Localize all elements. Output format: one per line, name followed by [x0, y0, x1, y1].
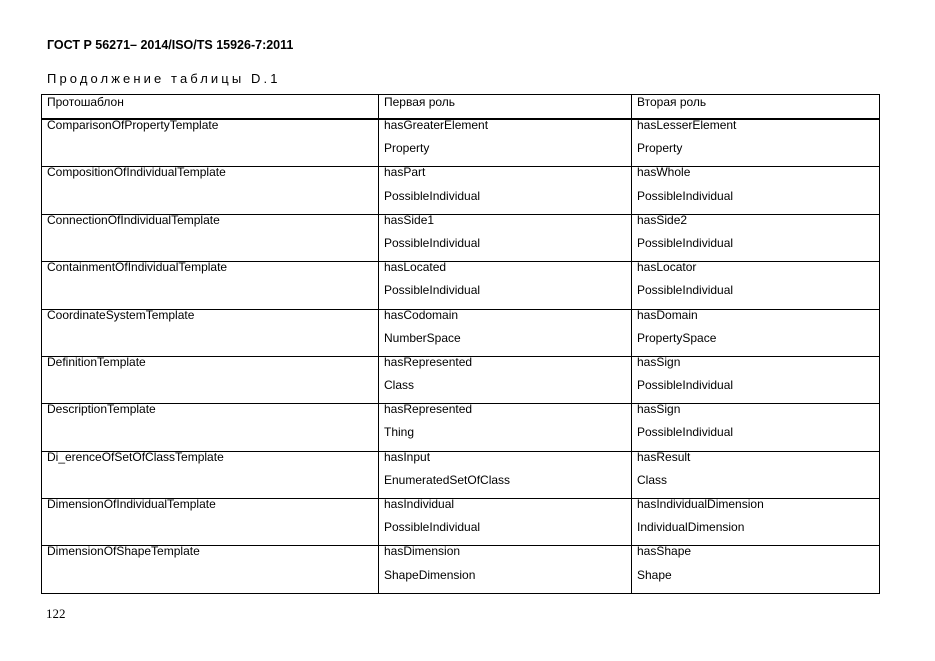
second-role-name: hasResult: [637, 449, 691, 464]
first-role-cell: [379, 119, 632, 167]
first-role-type: Class: [384, 378, 415, 393]
table-row: [42, 214, 880, 261]
template-name: ConnectionOfIndividualTemplate: [47, 212, 220, 227]
table-row: [42, 499, 880, 546]
second-role-type: PossibleIndividual: [637, 425, 734, 440]
table-row: [42, 356, 880, 403]
prototemplate-table-container: [41, 94, 879, 594]
first-role-type: PossibleIndividual: [384, 520, 481, 535]
first-role-type: Property: [384, 141, 430, 156]
first-role-name: hasRepresented: [384, 354, 473, 369]
table-row: [42, 546, 880, 593]
second-role-name: hasLocator: [637, 260, 697, 275]
prototemplate-table: [41, 94, 880, 594]
first-role-name: hasDimension: [384, 544, 461, 559]
second-role-name: hasDomain: [637, 307, 698, 322]
second-role-cell: [632, 167, 880, 214]
template-cell: [42, 404, 379, 451]
second-role-cell: [632, 451, 880, 498]
first-role-cell: [379, 404, 632, 451]
second-role-type: PossibleIndividual: [637, 235, 734, 250]
second-role-cell: [632, 546, 880, 593]
table-caption: Продолжение таблицы D.1: [47, 71, 281, 86]
template-name: DimensionOfShapeTemplate: [47, 544, 200, 559]
first-role-name: hasPart: [384, 165, 426, 180]
second-role-type: PossibleIndividual: [637, 188, 734, 203]
second-role-cell: [632, 214, 880, 261]
second-role-type: PossibleIndividual: [637, 378, 734, 393]
second-role-type: Shape: [637, 567, 672, 582]
first-role-type: PossibleIndividual: [384, 235, 481, 250]
column-header-label: Протошаблон: [47, 95, 124, 109]
second-role-name: hasWhole: [637, 165, 691, 180]
second-role-type: Class: [637, 472, 668, 487]
second-role-cell: [632, 119, 880, 167]
column-header-label: Вторая роль: [637, 95, 707, 109]
template-cell: [42, 356, 379, 403]
second-role-cell: [632, 262, 880, 309]
second-role-name: hasSign: [637, 354, 681, 369]
template-cell: [42, 546, 379, 593]
first-role-type: Thing: [384, 425, 415, 440]
template-name: DescriptionTemplate: [47, 402, 156, 417]
template-cell: [42, 451, 379, 498]
template-cell: [42, 119, 379, 167]
first-role-type: EnumeratedSetOfClass: [384, 472, 511, 487]
second-role-name: hasIndividualDimension: [637, 497, 764, 511]
table-row: [42, 262, 880, 309]
second-role-type: PossibleIndividual: [637, 283, 734, 298]
first-role-name: hasRepresented: [384, 402, 473, 417]
table-row: [42, 451, 880, 498]
first-role-type: ShapeDimension: [384, 567, 476, 582]
second-role-cell: [632, 404, 880, 451]
second-role-name: hasShape: [637, 544, 692, 559]
template-name: Di_erenceOfSetOfClassTemplate: [47, 449, 224, 464]
table-row: [42, 309, 880, 356]
page-number: 122: [46, 606, 66, 621]
template-cell: [42, 309, 379, 356]
template-cell: [42, 262, 379, 309]
second-role-type: Property: [637, 141, 683, 156]
first-role-cell: [379, 499, 632, 546]
second-role-cell: [632, 309, 880, 356]
second-role-type: IndividualDimension: [637, 520, 745, 535]
first-role-name: hasInput: [384, 449, 431, 464]
second-role-name: hasSign: [637, 402, 681, 417]
first-role-name: hasLocated: [384, 260, 447, 275]
template-name: ComparisonOfPropertyTemplate: [47, 118, 219, 132]
table-row: [42, 119, 880, 167]
first-role-name: hasCodomain: [384, 307, 459, 322]
second-role-name: hasSide2: [637, 212, 688, 227]
template-cell: [42, 167, 379, 214]
first-role-name: hasGreaterElement: [384, 118, 489, 132]
first-role-cell: [379, 167, 632, 214]
first-role-cell: [379, 309, 632, 356]
template-name: ContainmentOfIndividualTemplate: [47, 260, 228, 275]
first-role-name: hasIndividual: [384, 497, 455, 511]
first-role-type: NumberSpace: [384, 330, 461, 345]
first-role-name: hasSide1: [384, 212, 435, 227]
template-cell: [42, 214, 379, 261]
template-name: DefinitionTemplate: [47, 354, 146, 369]
table-row: [42, 404, 880, 451]
document-header: ГОСТ Р 56271– 2014/ISO/TS 15926-7:2011: [47, 38, 294, 52]
second-role-name: hasLesserElement: [637, 118, 737, 132]
template-name: DimensionOfIndividualTemplate: [47, 497, 216, 511]
column-header-label: Первая роль: [384, 95, 456, 109]
second-role-cell: [632, 356, 880, 403]
template-name: CoordinateSystemTemplate: [47, 307, 195, 322]
first-role-cell: [379, 262, 632, 309]
first-role-cell: [379, 546, 632, 593]
template-cell: [42, 499, 379, 546]
first-role-type: PossibleIndividual: [384, 283, 481, 298]
first-role-cell: [379, 451, 632, 498]
first-role-cell: [379, 356, 632, 403]
second-role-cell: [632, 499, 880, 546]
second-role-type: PropertySpace: [637, 330, 717, 345]
first-role-cell: [379, 214, 632, 261]
table-row: [42, 167, 880, 214]
template-name: CompositionOfIndividualTemplate: [47, 165, 226, 180]
first-role-type: PossibleIndividual: [384, 188, 481, 203]
